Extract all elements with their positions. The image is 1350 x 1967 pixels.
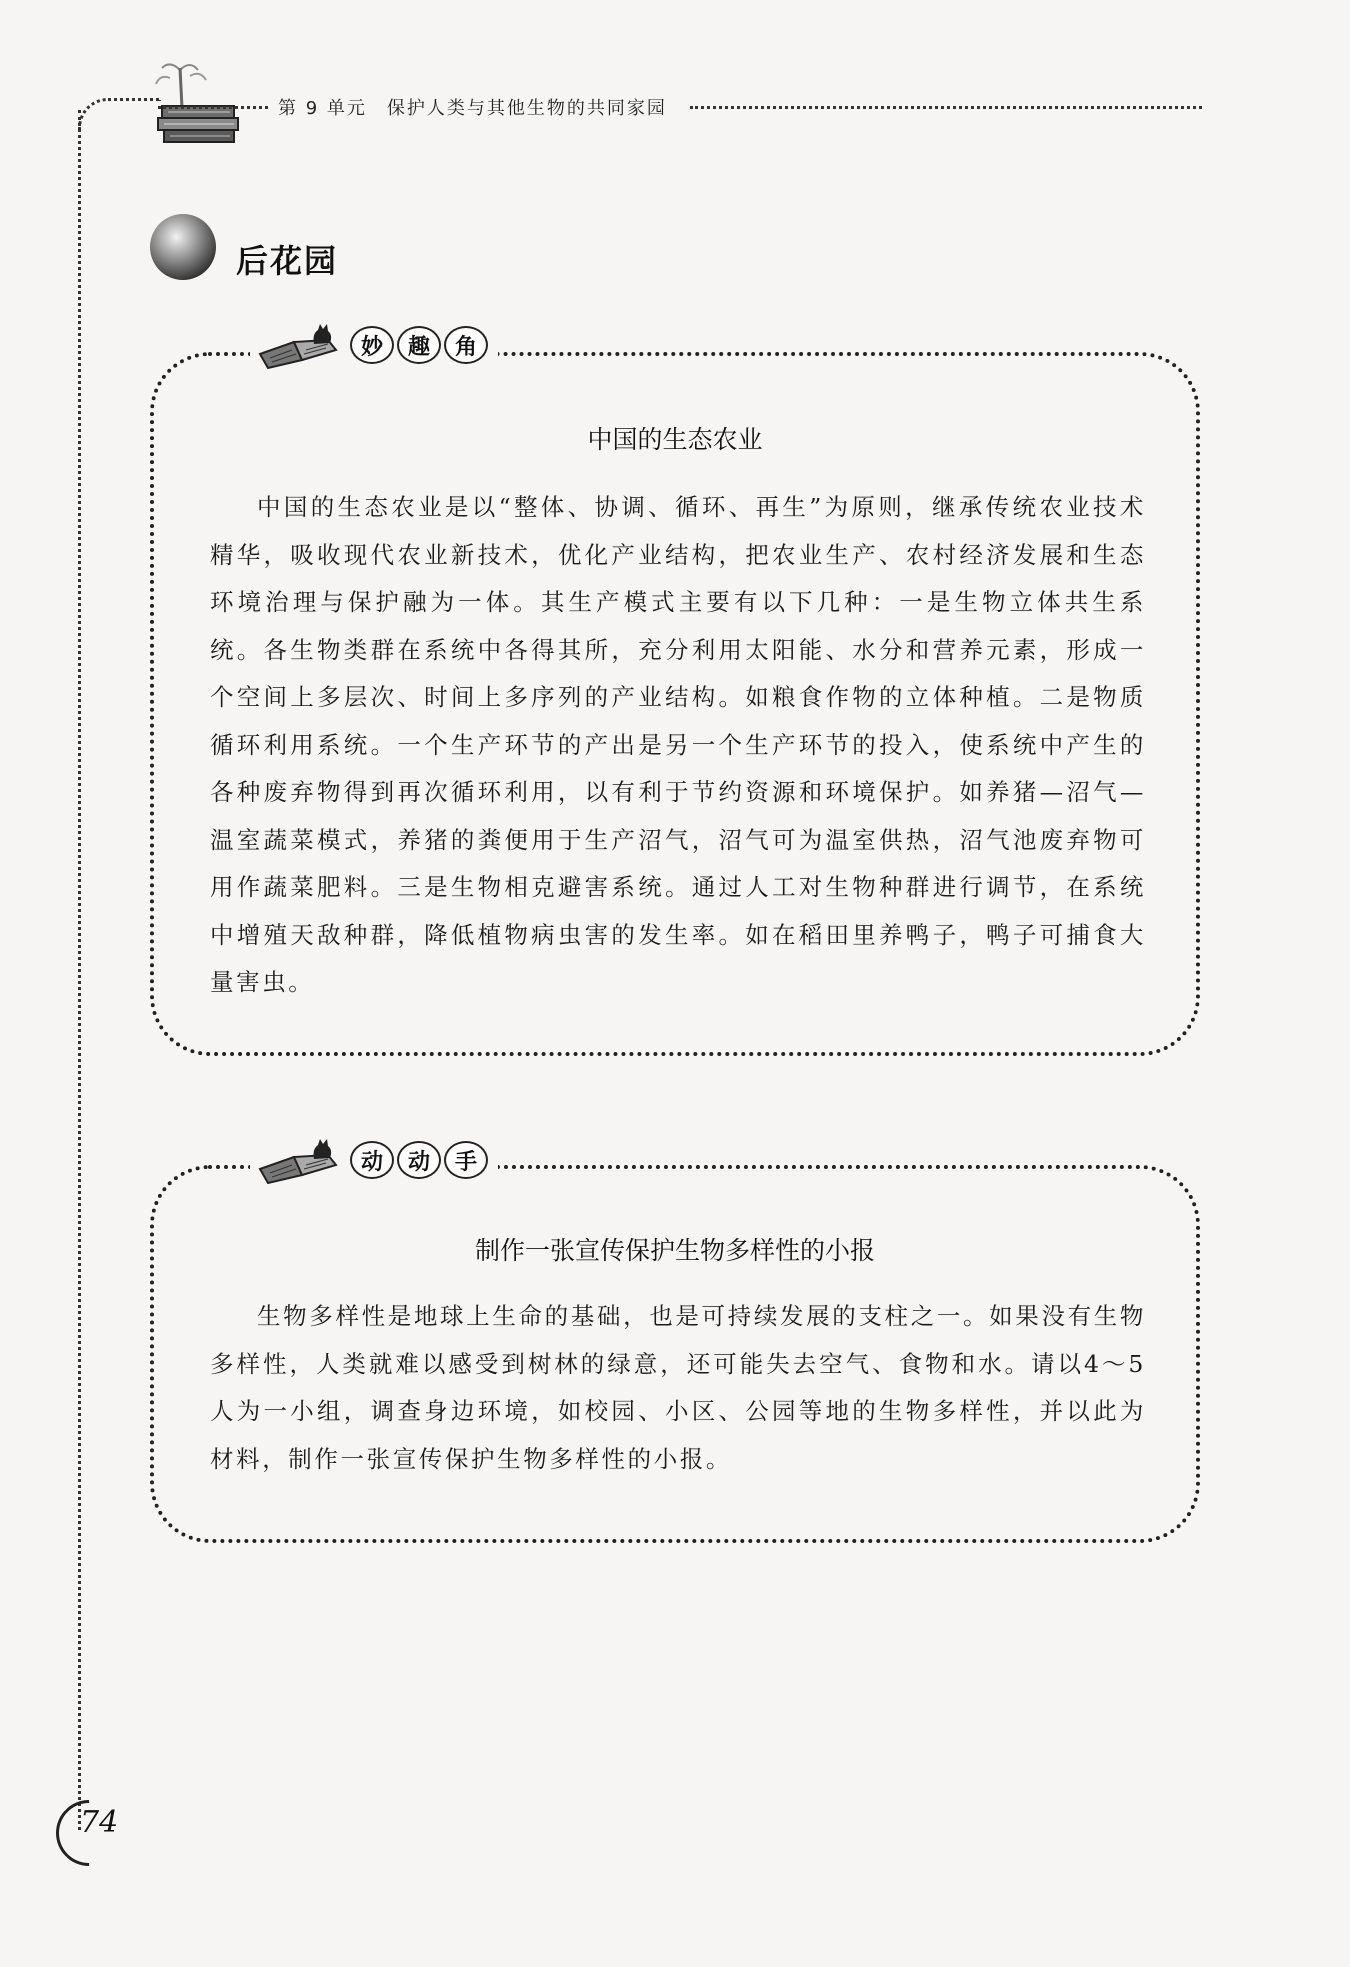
page-number: 74 (80, 1805, 119, 1840)
reading-box-text: 中国的生态农业是以“整体、协调、循环、再生”为原则，继承传统农业技术精华，吸收现代农业新技术，优化产业结构，把农业生产、农村经济发展和生态环境治理与保护融为一体。其生产模式主要有以下几种：一是生物立体共生系统。各生物类群在系统中各得其所，充分利用太阳能、水分和营养元素，形成一个空间上多层次、时间上多序列的产业结构。如粮食作物的立体种植。二是物质循环利用系统。一个生产环节的产出是另一个生产环节的投入，使系统中产生的各种废弃物得到再次循环利用，以有利于节约资源和环境保护。如养猪—沼气—温室蔬菜模式，养猪的粪便用于生产沼气，沼气可为温室供热，沼气池废弃物可用作蔬菜肥料。三是生物相克避害系统。通过人工对生物种群进行调节，在系统中增殖天敌种群，降低植物病虫害的发生率。如在稻田里养鸭子，鸭子可捕食大量害虫。 (210, 493, 1146, 996)
header-dotted-rule-right (690, 106, 1202, 109)
reading-box-tag (250, 320, 498, 370)
tag-char: 手 (444, 1141, 488, 1179)
tag-char: 动 (397, 1141, 441, 1179)
reading-box-title: 中国的生态农业 (587, 425, 763, 454)
tag-char: 趣 (397, 326, 441, 364)
tag-char: 动 (350, 1141, 394, 1179)
activity-box-title: 制作一张宣传保护生物多样性的小报 (474, 1236, 875, 1265)
tag-char: 角 (444, 326, 488, 364)
unit-header: 第 9 单元 保护人类与其他生物的共同家园 (278, 98, 667, 119)
books-tree-icon (140, 58, 260, 148)
open-book-cat-icon (256, 320, 346, 370)
header-dotted-rule-left (158, 106, 268, 109)
margin-dotted-line (78, 110, 81, 1830)
open-book-cat-icon (256, 1135, 346, 1185)
activity-box-text: 生物多样性是地球上生命的基础，也是可持续发展的支柱之一。如果没有生物多样性，人类就难以感受到树林的绿意，还可能失去空气、食物和水。请以4～5人为一小组，调查身边环境，如校园、小区、公园等地的生物多样性，并以此为材料，制作一张宣传保护生物多样性的小报。 (210, 1302, 1146, 1473)
activity-box (150, 1165, 1200, 1543)
activity-box-tag (250, 1135, 498, 1185)
section-title: 后花园 (236, 242, 339, 280)
tag-char: 妙 (350, 326, 394, 364)
reading-box (150, 352, 1200, 1056)
section-ball-icon (150, 214, 216, 280)
